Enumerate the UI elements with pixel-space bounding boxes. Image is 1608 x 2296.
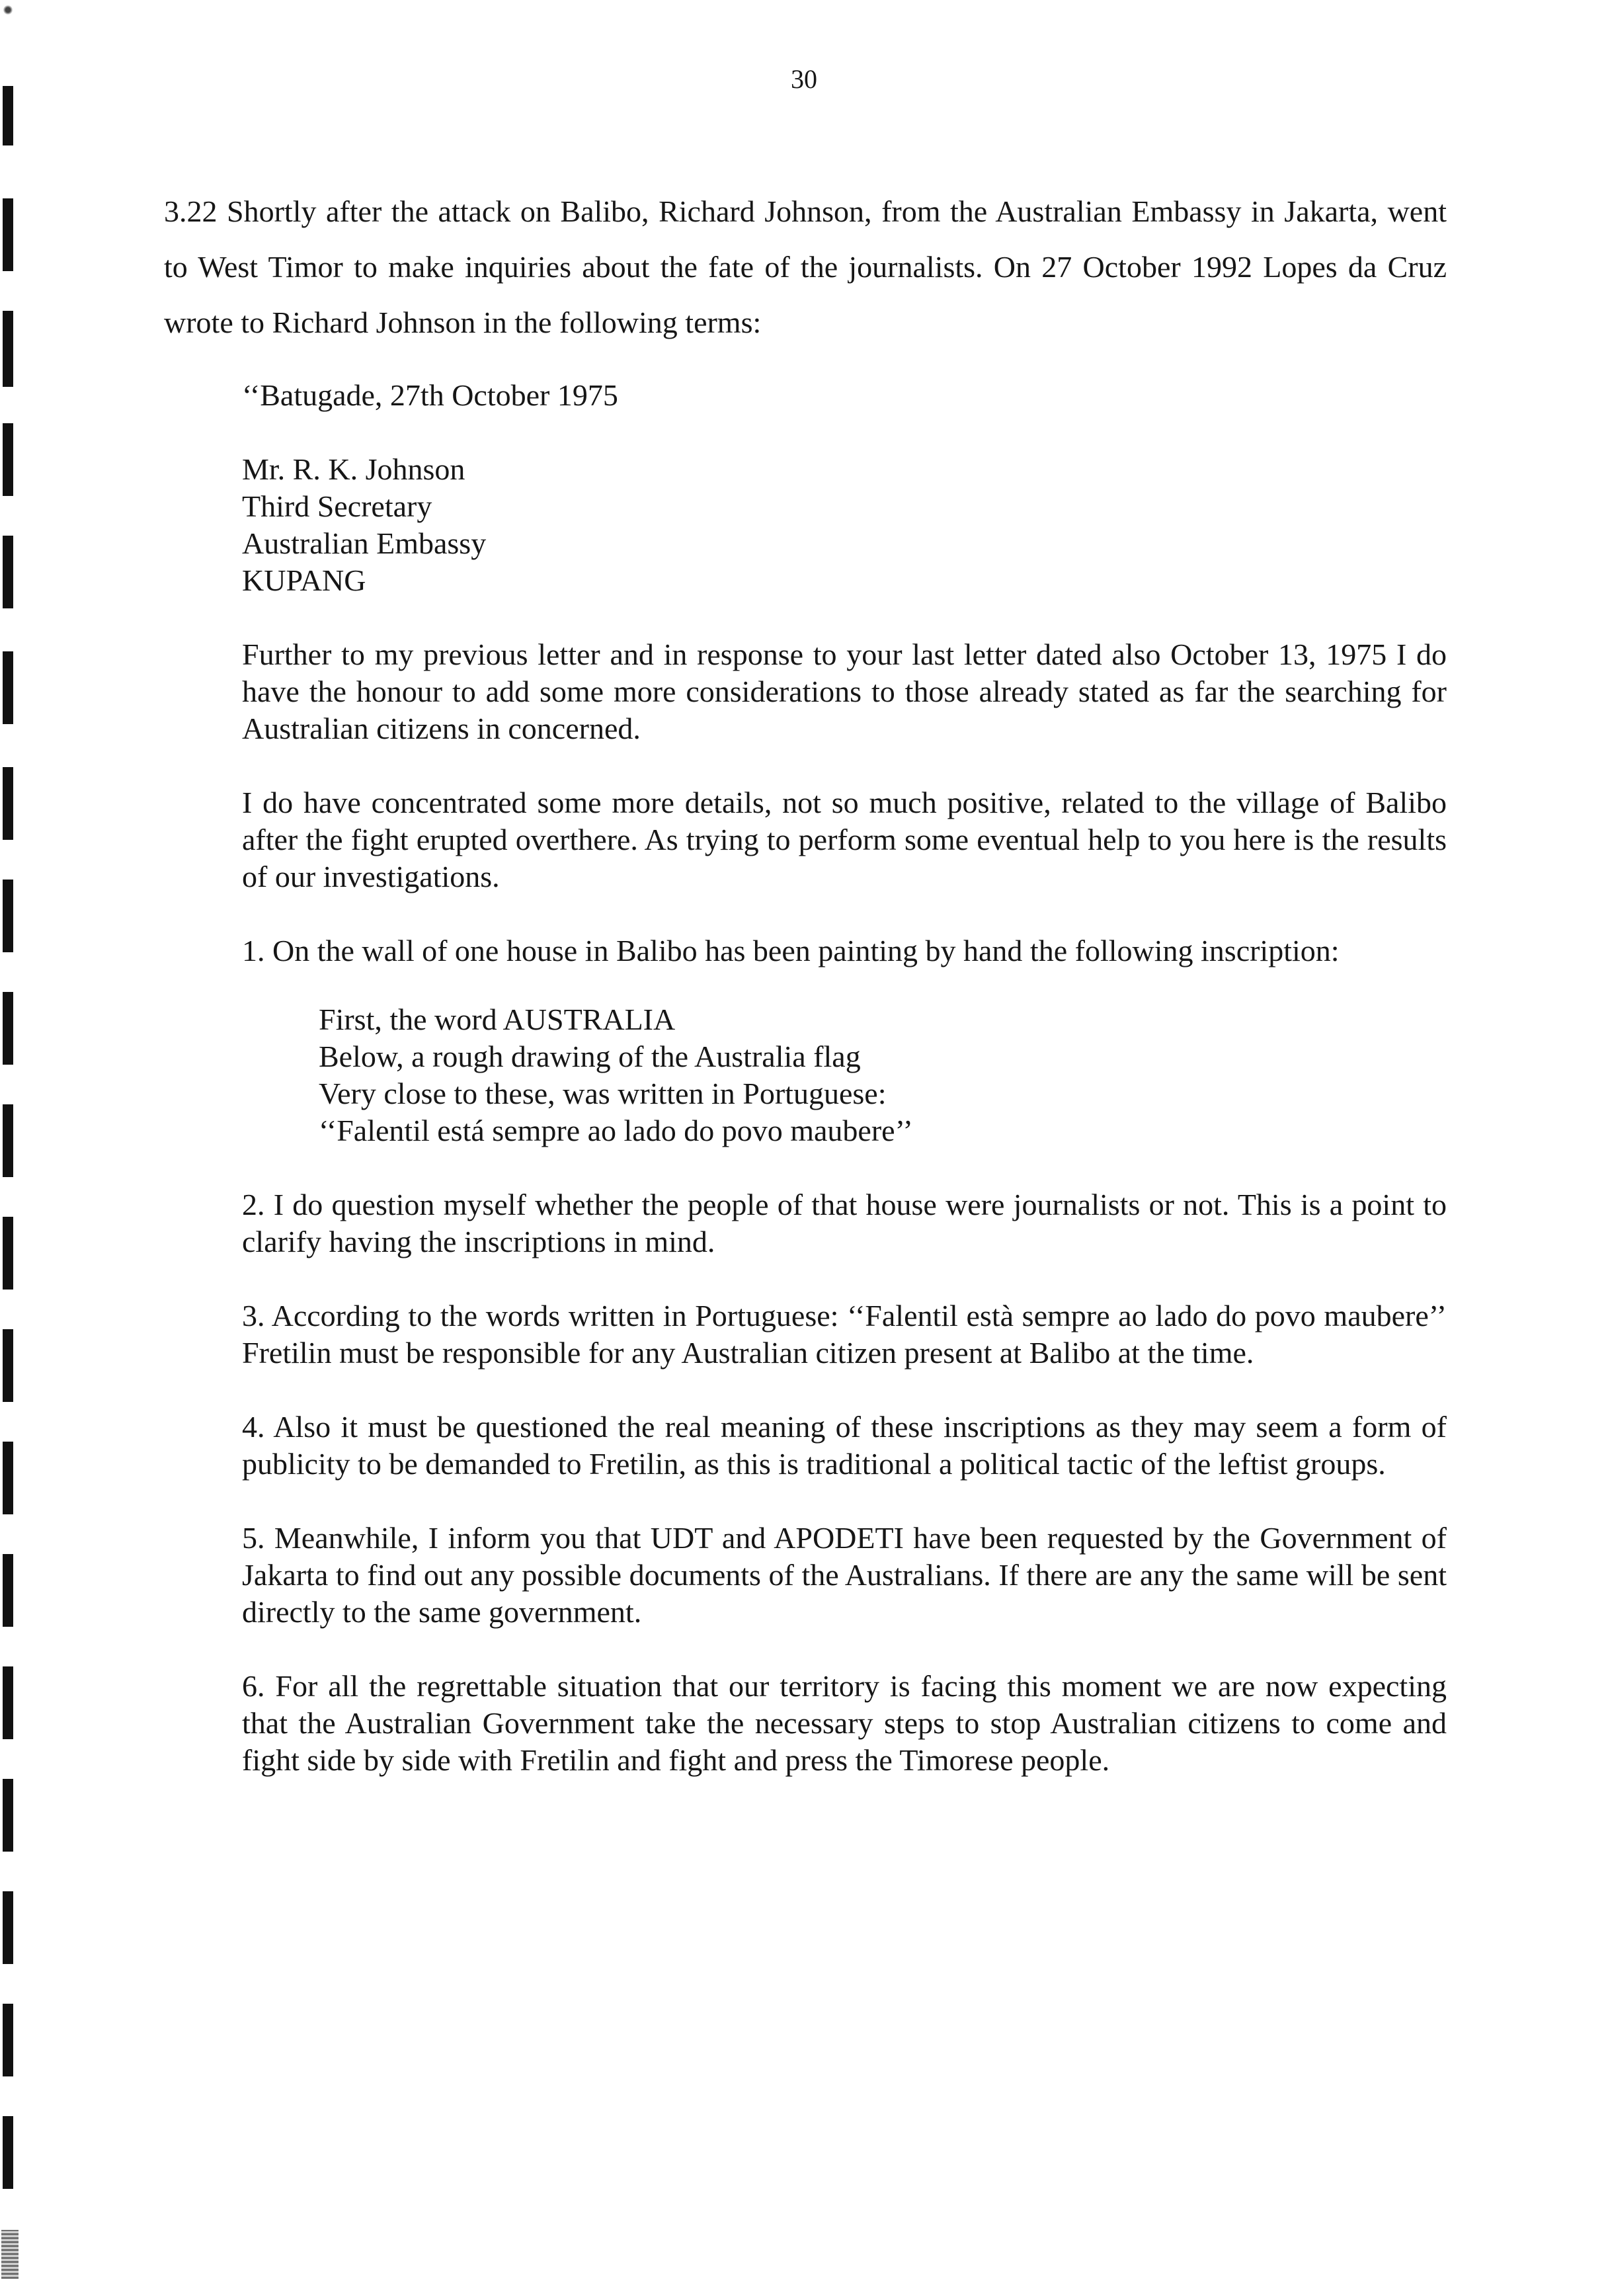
scan-mark — [3, 992, 13, 1065]
letter-item: 3. According to the words written in Portuguese: ‘‘Falentil està sempre ao lado do povo maubere’’ Fretilin must be responsible for any Australian citizen present at Balibo at the time. — [242, 1299, 1447, 1370]
scan-mark — [3, 1891, 13, 1964]
letter-paragraph: Further to my previous letter and in response to your last letter dated also October 13, 1975 I do have the honour to add some more considerations to those already stated as far the searching for Australian citizens in concerned. — [242, 637, 1447, 745]
address-line: Third Secretary — [242, 489, 432, 523]
address-line: Australian Embassy — [242, 526, 487, 560]
letter-address — [242, 451, 1447, 599]
scan-mark — [3, 198, 13, 271]
letter-dateline: ‘‘Batugade, 27th October 1975 — [242, 378, 618, 412]
corner-speck — [1, 5, 15, 15]
scan-mark — [3, 651, 13, 724]
letter-item: 6. For all the regrettable situation that our territory is facing this moment we are now expecting that the Australian Government take the necessary steps to stop Australian citizens to come and fight side by side with Fretilin and fight and press the Timorese people. — [242, 1669, 1447, 1777]
paragraph-3-22: 3.22 Shortly after the attack on Balibo, Richard Johnson, from the Australian Embassy in Jakarta, went to West Timor to make inquiries about the fate of the journalists. On 27 October 1992 Lopes da Cruz wrote to Richard Johnson in the following terms: — [164, 194, 1447, 339]
scan-mark — [3, 311, 13, 387]
letter-item: 4. Also it must be questioned the real meaning of these inscriptions as they may seem a form of publicity to be demanded to Fretilin, as this is traditional a political tactic of the leftist groups. — [242, 1410, 1447, 1481]
page-number: 30 — [791, 64, 817, 94]
scan-mark — [3, 1666, 13, 1739]
letter-item: 5. Meanwhile, I inform you that UDT and APODETI have been requested by the Government of Jakarta to find out any possible documents of the Australians. If there are any the same will be sent directly to the same government. — [242, 1521, 1447, 1629]
letter-item: 2. I do question myself whether the people of that house were journalists or not. This is a point to clarify having the inscriptions in mind. — [242, 1188, 1447, 1258]
scan-mark — [3, 1442, 13, 1514]
letter-item-1: 1. On the wall of one house in Balibo has been painting by hand the following inscription: — [242, 934, 1340, 967]
quoted-letter — [242, 377, 1447, 1816]
inscription-line: ‘‘Falentil está sempre ao lado do povo maubere’’ — [319, 1114, 913, 1147]
inscription-line: First, the word AUSTRALIA — [319, 1003, 676, 1036]
scan-mark — [3, 423, 13, 496]
scan-mark — [3, 1329, 13, 1402]
letter-paragraph: I do have concentrated some more details, not so much positive, related to the village of Balibo after the fight erupted overthere. As trying to perform some eventual help to you here is the results of our investigations. — [242, 786, 1447, 893]
scan-mark — [3, 2004, 13, 2076]
scan-mark — [3, 1217, 13, 1290]
address-line: KUPANG — [242, 563, 366, 597]
scan-mark — [3, 2116, 13, 2189]
inscription-list — [319, 1001, 1447, 1149]
scan-mark — [3, 880, 13, 952]
scan-mark — [3, 536, 13, 608]
scan-mark — [3, 1554, 13, 1627]
scan-mark — [3, 767, 13, 840]
address-line: Mr. R. K. Johnson — [242, 452, 465, 486]
inscription-line: Below, a rough drawing of the Australia flag — [319, 1040, 861, 1073]
scan-edge-marks — [0, 0, 26, 2296]
scan-mark — [3, 1779, 13, 1852]
scan-mark — [3, 86, 13, 145]
inscription-line: Very close to these, was written in Portuguese: — [319, 1077, 887, 1110]
corner-stamp — [1, 2230, 19, 2279]
scan-mark — [3, 1104, 13, 1177]
letter-items — [242, 1186, 1447, 1779]
